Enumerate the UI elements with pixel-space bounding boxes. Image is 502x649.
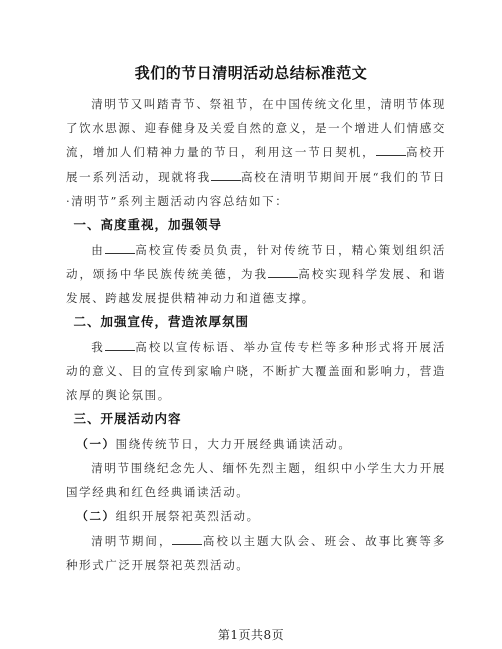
subsection-2-text-b: 高校以主题大队会、班会、故事比赛等多种形式广泛开展祭祀英烈活动。 — [66, 533, 446, 572]
intro-text-b: 高校开展一系列活动，现就将我 — [66, 145, 446, 184]
fill-blank — [268, 266, 298, 278]
section-2-paragraph — [66, 335, 446, 408]
section-3-heading: 三、开展活动内容 — [73, 411, 182, 427]
subsection-2-title: 组织开展祭祀英烈活动。 — [115, 509, 260, 524]
document-body — [66, 92, 446, 577]
fill-blank — [376, 144, 406, 156]
document-title: 我们的节日清明活动总结标准范文 — [134, 64, 368, 82]
section-2-text-b: 高校以宣传标语、举办宣传专栏等多种形式将开展活动的意义、目的宣传到家喻户晓，不断扩大覆盖面和影响力，营造浓厚的舆论氛围。 — [66, 339, 446, 403]
fill-blank — [172, 533, 202, 545]
subsection-2-paragraph — [66, 529, 446, 577]
subsection-2-number: （二） — [76, 509, 116, 524]
section-2-text-a: 我 — [91, 339, 105, 354]
subsection-2-text-a: 清明节期间， — [91, 533, 173, 548]
section-2-heading: 二、加强宣传，营造浓厚氛围 — [73, 314, 250, 330]
page-number-footer: 第1页共8页 — [217, 628, 285, 642]
section-1-paragraph — [66, 238, 446, 311]
subsection-1-paragraph: 清明节围绕纪念先人、缅怀先烈主题，组织中小学生大力开展国学经典和红色经典诵读活动。 — [66, 460, 446, 500]
subsection-2-heading — [66, 504, 446, 528]
intro-text-c: 高校在清明节期间开展“我们的节日·清明节”系列主题活动内容总结如下： — [66, 169, 446, 208]
subsection-1-title: 围绕传统节日，大力开展经典诵读活动。 — [115, 436, 352, 451]
intro-paragraph — [66, 92, 446, 213]
fill-blank — [105, 242, 135, 254]
section-1-heading: 一、高度重视，加强领导 — [73, 217, 223, 233]
section-1-text-a: 由 — [91, 242, 105, 257]
section-1-text-c: 高校实现科学发展、和谐发展、跨越发展提供精神动力和道德支撑。 — [66, 266, 446, 305]
subsection-1-number: （一） — [76, 436, 116, 451]
subsection-1-heading — [66, 432, 446, 456]
section-1-text-b: 高校宣传委员负责，针对传统节日，精心策划组织活动，颂扬中华民族传统美德，为我 — [66, 242, 446, 281]
fill-blank — [211, 169, 241, 181]
intro-text-a: 清明节又叫踏青节、祭祖节，在中国传统文化里，清明节体现了饮水思源、迎春健身及关爱自然的意义，是一个增进人们情感交流，增加人们精神力量的节日，利用这一节日契机， — [66, 97, 446, 160]
fill-blank — [105, 339, 135, 351]
